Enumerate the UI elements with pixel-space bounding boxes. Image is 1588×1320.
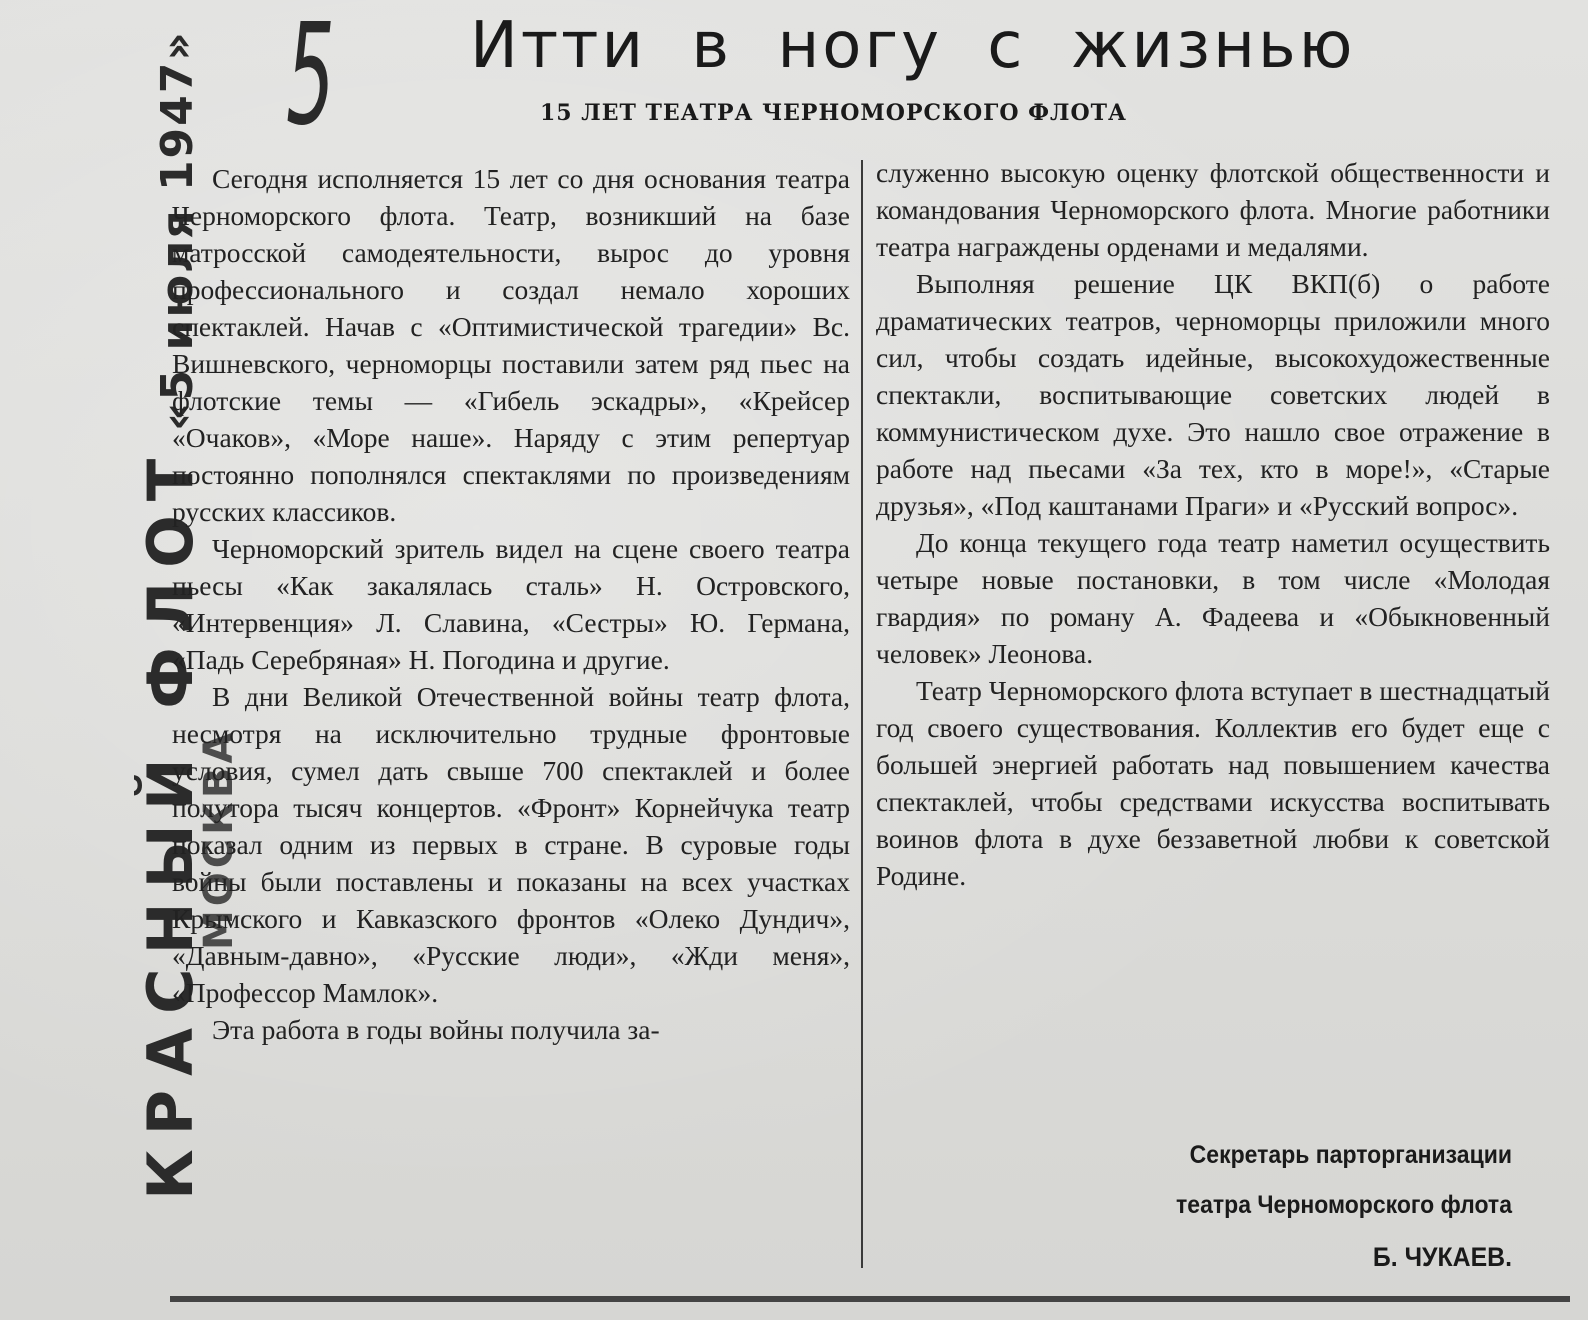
paragraph: Черноморский зритель видел на сцене своего театра пьесы «Как закалялась сталь» Н. Островского, «Интервенция» Л. Славина, «Сестры» Ю. Германа, «Падь Серебряная» Н. Погодина и другие. — [172, 533, 850, 675]
article-subheadline: 15 ЛЕТ ТЕАТРА ЧЕРНОМОРСКОГО ФЛОТА — [540, 100, 1127, 126]
author-signature — [1070, 1130, 1512, 1282]
article-column-right — [876, 154, 1550, 894]
signature-author-name: Б. ЧУКАЕВ. — [1372, 1242, 1512, 1272]
paragraph: Эта работа в годы войны получила за- — [212, 1014, 660, 1045]
article-column-left — [172, 160, 850, 1048]
paragraph: До конца текущего года театр наметил осуществить четыре новые постановки, в том числе «Молодая гвардия» по роману А. Фадеева и «Обыкновенный человек» Леонова. — [876, 527, 1550, 669]
paragraph: Театр Черноморского флота вступает в шестнадцатый год своего существования. Коллектив его будет еще с большей энергией работать над повышением качества спектаклей, чтобы средствами искусства воспитывать воинов флота в духе беззаветной любви к советской Родине. — [876, 675, 1550, 891]
handwritten-page-number: 5 — [286, 0, 335, 157]
signature-title-line2: театра Черноморского флота — [1176, 1191, 1512, 1219]
paragraph: В дни Великой Отечественной войны театр флота, несмотря на исключительно трудные фронтовые условия, сумел дать свыше 700 спектаклей и более полутора тысяч концертов. «Фронт» Корнейчука театр показал одним из первых в стране. В суровые годы войны были поставлены и показаны на всех участках Крымского и Кавказского фронтов «Олеко Дундич», «Давным-давно», «Русские люди», «Жди меня», «Профессор Мамлок». — [172, 681, 850, 1008]
paragraph: служенно высокую оценку флотской общественности и командования Черноморского флота. Многие работники театра награждены орденами и медалями. — [876, 157, 1550, 262]
signature-title-line1: Секретарь парторганизации — [1189, 1141, 1512, 1169]
column-divider — [861, 160, 863, 1268]
paragraph: Сегодня исполняется 15 лет со дня основания театра Черноморского флота. Театр, возникший на базе матросской самодеятельности, вырос до уровня профессионального и создал немало хороших спектаклей. Начав с «Оптимистической трагедии» Вс. Вишневского, черноморцы поставили затем ряд пьес на флотские темы — «Гибель эскадры», «Крейсер «Очаков», «Море наше». Наряду с этим репертуар постоянно пополнялся спектаклями по произведениям русских классиков. — [172, 163, 850, 527]
paragraph: Выполняя решение ЦК ВКП(б) о работе драматических театров, черноморцы приложили много сил, чтобы создать идейные, высокохудожественные спектакли, воспитывающие советских людей в коммунистическом духе. Это нашло свое отражение в работе над пьесами «За тех, кто в море!», «Старые друзья», «Под каштанами Праги» и «Русский вопрос». — [876, 268, 1550, 521]
stamp-newspaper-name: КРАСНЫЙ ФЛОТ — [134, 444, 207, 1200]
bottom-rule — [170, 1296, 1570, 1302]
stamp-city: МОСКВА — [196, 728, 242, 950]
stamp-date: «5 июля 1947» — [152, 30, 203, 431]
article-headline: Итти в ногу с жизнью — [470, 9, 1356, 83]
